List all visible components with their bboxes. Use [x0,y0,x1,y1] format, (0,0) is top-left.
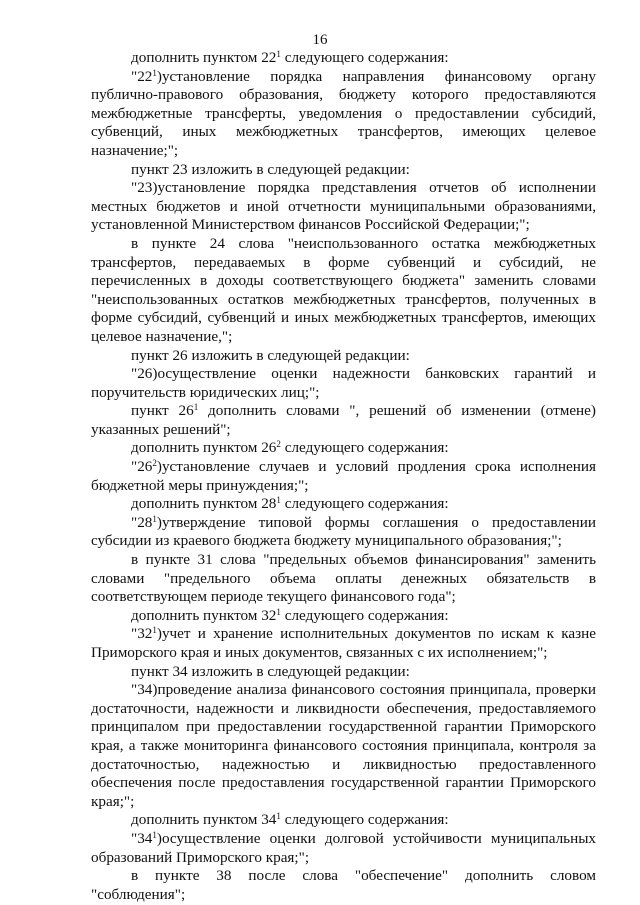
superscript-index: 1 [276,811,281,822]
paragraph-text: дополнить пунктом 22 [131,49,277,66]
paragraph-text-continued: следующего содержания: [280,495,449,513]
paragraph-text: "26 [131,458,153,476]
paragraph-text: дополнить пунктом 34 [131,811,277,829]
page-number: 16 [312,32,328,48]
superscript-index: 2 [152,458,157,469]
paragraph [91,402,596,439]
paragraph-text: пункт 34 изложить в следующей редакции: [131,662,410,680]
paragraph [91,458,596,495]
paragraph [91,514,596,551]
paragraph [91,235,596,347]
paragraph [91,161,596,180]
paragraph [91,663,596,682]
paragraph-text-continued: )установление порядка направления финансовому органу публично-правового образования, бюджету которого предоставляются межбюджетные трансферты, уведомления о предоставлении субсидий, субвенций, иных межбюджетных трансфертов, имеющих целевое назначение;"; [91,67,596,159]
superscript-index: 1 [276,606,281,617]
paragraph [91,607,596,626]
paragraph [91,68,596,161]
superscript-index: 1 [152,513,157,524]
paragraph-text: "23)установление порядка представления отчетов об исполнении местных бюджетов и иной отчетности муниципальными образованиями, установленной Министерством финансов Российской Федерации;"; [91,179,596,234]
paragraph-text-continued: дополнить словами ", решений об изменении (отмене) указанных решений"; [91,402,596,438]
paragraph-text: "22 [131,67,153,85]
paragraph-text: в пункте 31 слова "предельных объемов финансирования" заменить словами "предельного объема оплаты денежных обязательств в соответствующем периоде текущего финансового года"; [91,551,596,606]
paragraph-text: пункт 23 изложить в следующей редакции: [131,160,410,178]
paragraph [91,867,596,904]
paragraph-text-continued: следующего содержания: [280,49,449,66]
paragraph-text: в пункте 24 слова "неиспользованного остатка межбюджетных трансфертов, передаваемых в форме субвенций и субсидий, не перечисленных в доходы соответствующего бюджета" заменить словами "неиспользованных остатков межбюджетных трансфертов, полученных в форме субсидий, субвенций и иных межбюджетных трансфертов, имеющих целевое назначение,"; [91,234,596,345]
paragraph [91,681,596,811]
paragraph-text-continued: )утверждение типовой формы соглашения о предоставлении субсидии из краевого бюджета бюджету муниципального образования;"; [91,513,596,550]
paragraph [91,347,596,366]
paragraph-text: пункт 26 изложить в следующей редакции: [131,346,410,364]
paragraph [91,179,596,235]
paragraph [91,439,596,458]
paragraph [91,365,596,402]
paragraph [91,811,596,830]
paragraph-text: "34 [131,829,153,847]
paragraph-text: дополнить пунктом 32 [131,606,277,624]
paragraph [91,830,596,867]
superscript-index: 1 [276,495,281,506]
superscript-index: 1 [276,49,281,59]
superscript-index: 1 [152,625,157,636]
paragraph [91,551,596,607]
paragraph [91,495,596,514]
paragraph-text: пункт 26 [131,402,194,420]
paragraph-text: в пункте 38 после слова "обеспечение" дополнить словом "соблюдения"; [91,867,596,903]
paragraph-text: "26)осуществление оценки надежности банковских гарантий и поручительств юридических лиц;"; [91,365,596,401]
paragraph-text-continued: следующего содержания: [280,811,449,829]
paragraph-text-continued: следующего содержания: [280,439,449,457]
paragraph-text-continued: )осуществление оценки долговой устойчивости муниципальных образований Приморского края;"; [91,829,596,866]
paragraph-text: "32 [131,625,153,643]
paragraph-text-continued: )установление случаев и условий продления срока исполнения бюджетной меры принуждения;"; [91,458,596,494]
paragraph-text: дополнить пунктом 28 [131,495,277,513]
paragraph-text-continued: )учет и хранение исполнительных документов по искам к казне Приморского края и иных документов, связанных с их исполнением;"; [91,625,596,661]
superscript-index: 1 [152,67,157,78]
paragraph-text: "28 [131,513,153,531]
superscript-index: 1 [193,402,199,413]
paragraph-text: "34)проведение анализа финансового состояния принципала, проверки достаточности, надежности и ликвидности обеспечения, предоставляемого принципалом при предоставлении государственной гарантии Приморского края, а также мониторинга финансового состояния принципала, контроля за достаточностью, надежностью и ликвидностью предоставленного обеспечения после предоставления государственной гарантии Приморского края;"; [91,681,596,810]
paragraph-text-continued: следующего содержания: [280,606,449,624]
paragraph [91,49,596,68]
superscript-index: 1 [152,829,157,840]
superscript-index: 2 [276,439,281,450]
document-body [91,49,596,904]
paragraph-text: дополнить пунктом 26 [131,439,277,457]
paragraph [91,625,596,662]
